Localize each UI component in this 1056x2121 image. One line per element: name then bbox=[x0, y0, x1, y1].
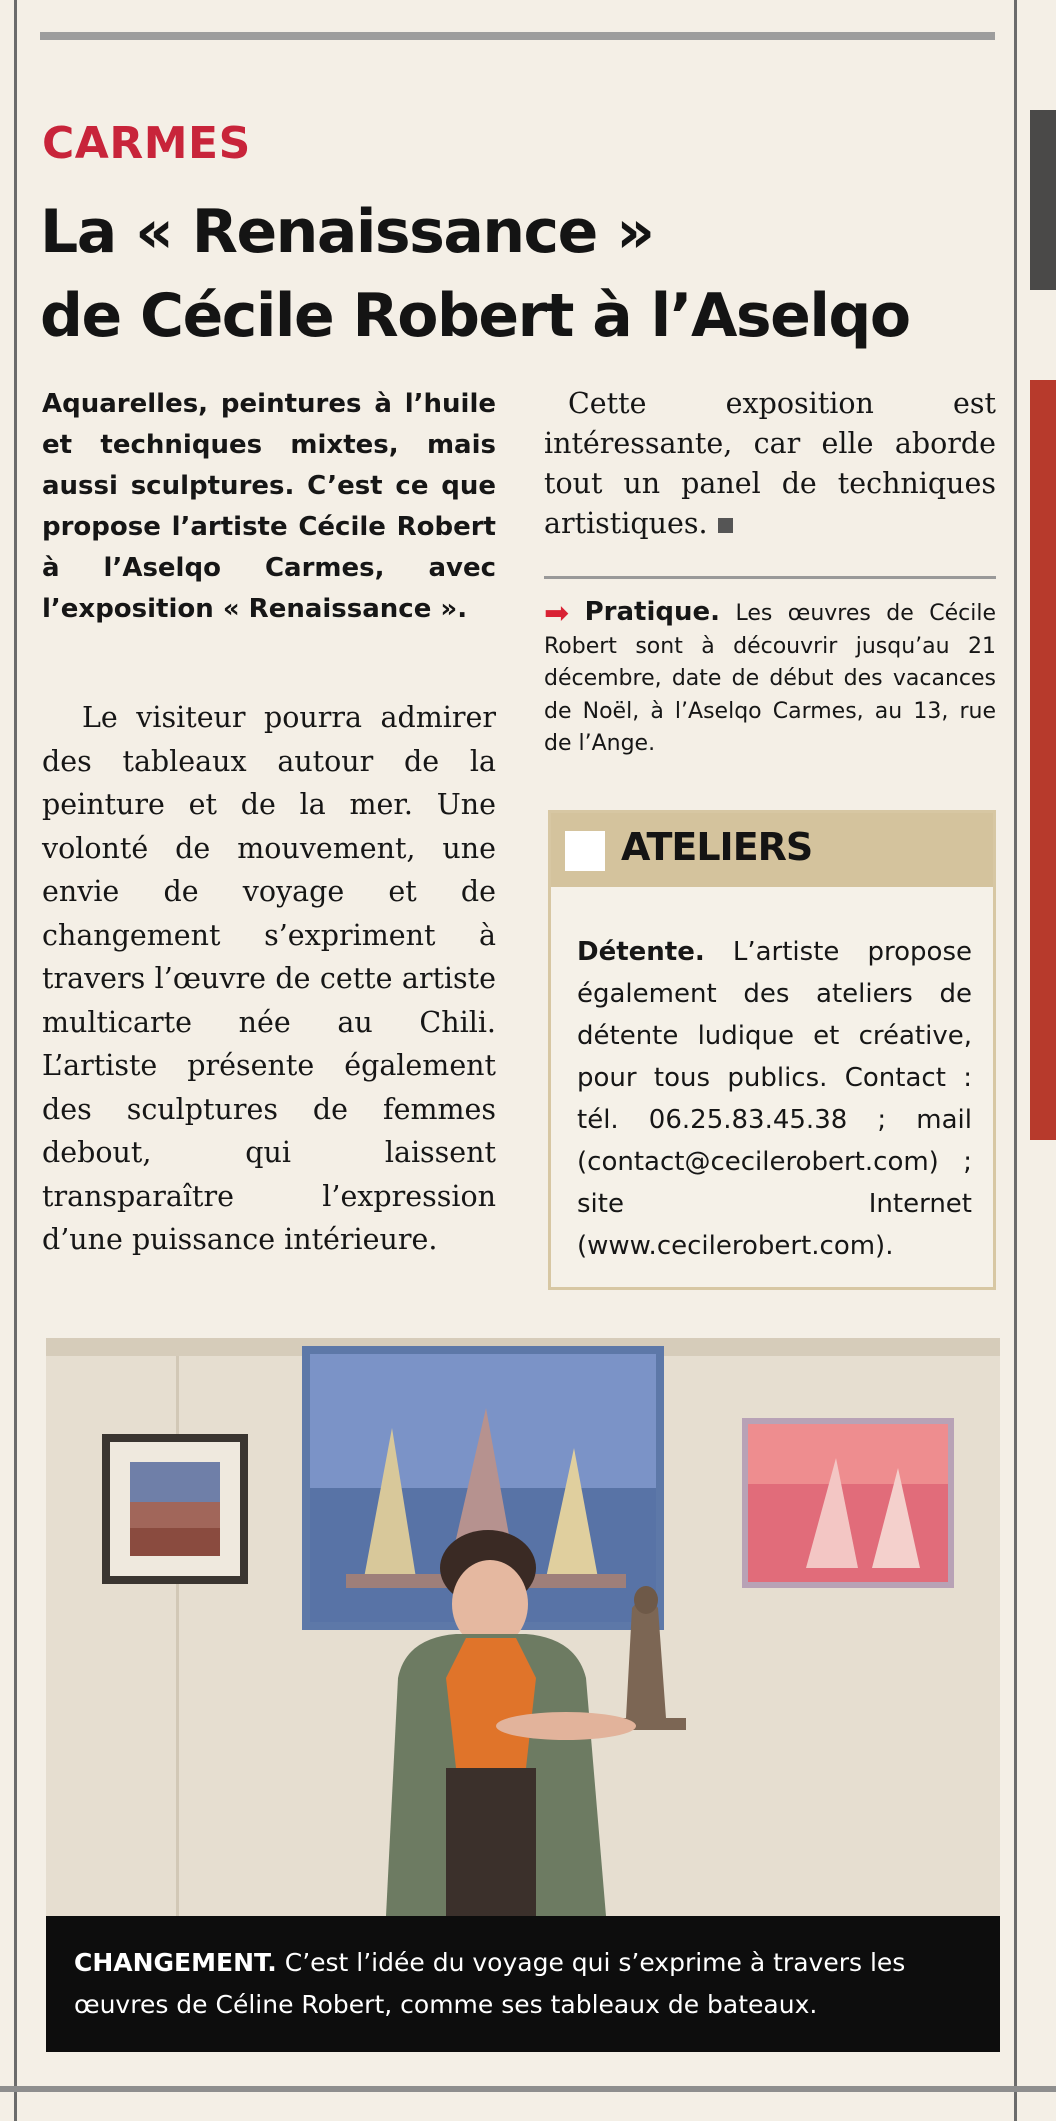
pratique-info bbox=[544, 596, 996, 761]
lead-paragraph: Aquarelles, peintures à l’huile et techniques mixtes, mais aussi sculptures. C’est ce que propose l’artiste Cécile Robert à l’Aselqo Carmes, avec l’exposition « Renaissance ». bbox=[42, 389, 496, 624]
headline-line-1: La « Renaissance » bbox=[40, 197, 654, 267]
article-photo bbox=[46, 1338, 1000, 1916]
top-rule bbox=[40, 32, 995, 40]
pratique-text: Les œuvres de Cécile Robert sont à découvrir jusqu’au 21 décembre, date de début des vacances de Noël, à l’Aselqo Carmes, au 13, rue de l’Ange. bbox=[544, 601, 997, 756]
body-text: Cette exposition est intéressante, car elle aborde tout un panel de techniques artistiques. bbox=[544, 387, 996, 540]
photo-illustration bbox=[46, 1338, 1000, 1916]
ateliers-text bbox=[577, 931, 972, 1267]
ateliers-header bbox=[551, 813, 993, 887]
photo-caption bbox=[46, 1916, 1000, 2052]
adjacent-column-edge bbox=[1030, 110, 1056, 290]
divider bbox=[544, 576, 996, 579]
section-kicker: CARMES bbox=[42, 118, 251, 169]
ateliers-box bbox=[548, 810, 996, 1290]
caption-label: CHANGEMENT. bbox=[74, 1948, 277, 1977]
headline-line-2: de Cécile Robert à l’Aselqo bbox=[40, 281, 910, 351]
adjacent-photo-edge bbox=[1030, 380, 1056, 1140]
headline bbox=[40, 190, 970, 358]
column-rule-right bbox=[1014, 0, 1017, 2121]
caption-body: C’est l’idée du voyage qui s’exprime à travers les œuvres de Céline Robert, comme ses tableaux de bateaux. bbox=[74, 1948, 906, 2019]
caption-text bbox=[74, 1942, 984, 2026]
ateliers-title: ATELIERS bbox=[621, 825, 813, 869]
square-icon bbox=[565, 831, 605, 871]
column-rule-left bbox=[14, 0, 17, 2121]
bottom-rule bbox=[0, 2086, 1056, 2092]
ateliers-label: Détente. bbox=[577, 937, 705, 967]
end-mark-icon bbox=[718, 518, 733, 533]
body-paragraph: Le visiteur pourra admirer des tableaux autour de la peinture et de la mer. Une volonté de mouvement, une envie de voyage et de changement s’expriment à travers l’œuvre de cette artiste multicarte née au Chili. L’artiste présente également des sculptures de femmes debout, qui laissent transparaître l’expression d’une puissance intérieure. bbox=[42, 701, 496, 1256]
body-paragraph-continued bbox=[544, 384, 996, 544]
pratique-label: Pratique. bbox=[584, 597, 721, 627]
ateliers-body: L’artiste propose également des ateliers de détente ludique et créative, pour tous publics. Contact : tél. 06.25.83.45.38 ; mail (contact@cecilerobert.com) ; site Internet (www.cecilerobert.com). bbox=[577, 937, 972, 1261]
arrow-right-icon: ➡ bbox=[544, 596, 570, 631]
